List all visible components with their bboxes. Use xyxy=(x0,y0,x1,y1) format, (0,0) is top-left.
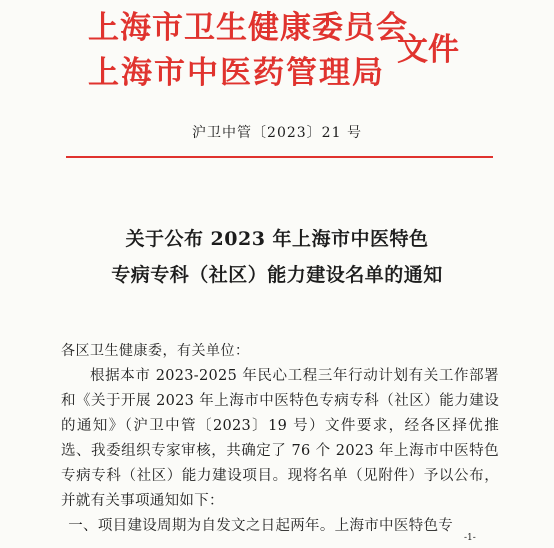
document-number: 沪卫中管〔2023〕21 号 xyxy=(192,125,362,141)
issuer-line-2: 上海市中医药管理局 xyxy=(88,55,385,91)
issuer-line-1: 上海市卫生健康委员会 xyxy=(88,10,408,46)
body-text xyxy=(61,364,499,539)
document-title-line-2: 专病专科（社区）能力建设名单的通知 xyxy=(111,264,443,286)
page-number: -1- xyxy=(464,533,476,543)
paragraph: 一、项目建设周期为自发文之日起两年。上海市中医特色专 xyxy=(68,518,454,534)
paragraph: 根据本市 2023-2025 年民心工程三年行动计划有关工作部署和《关于开展 2023 年上海市中医特色专病专科（社区）能力建设的通知》（沪卫中管〔2023〕19 号）文件要求，经各区择优推选、我委组织专家审核，共确定了 76 个 2023 年上海市中医特色专病专科（社区）能力建设项目。现将名单（见附件）予以公布，并就有关事项通知如下： xyxy=(61,368,499,509)
salutation: 各区卫生健康委，有关单位： xyxy=(61,343,250,359)
red-divider-rule xyxy=(66,156,493,158)
document-title-line-1: 关于公布 2023 年上海市中医特色 xyxy=(125,228,429,250)
document-type-label: 文件 xyxy=(397,32,459,68)
